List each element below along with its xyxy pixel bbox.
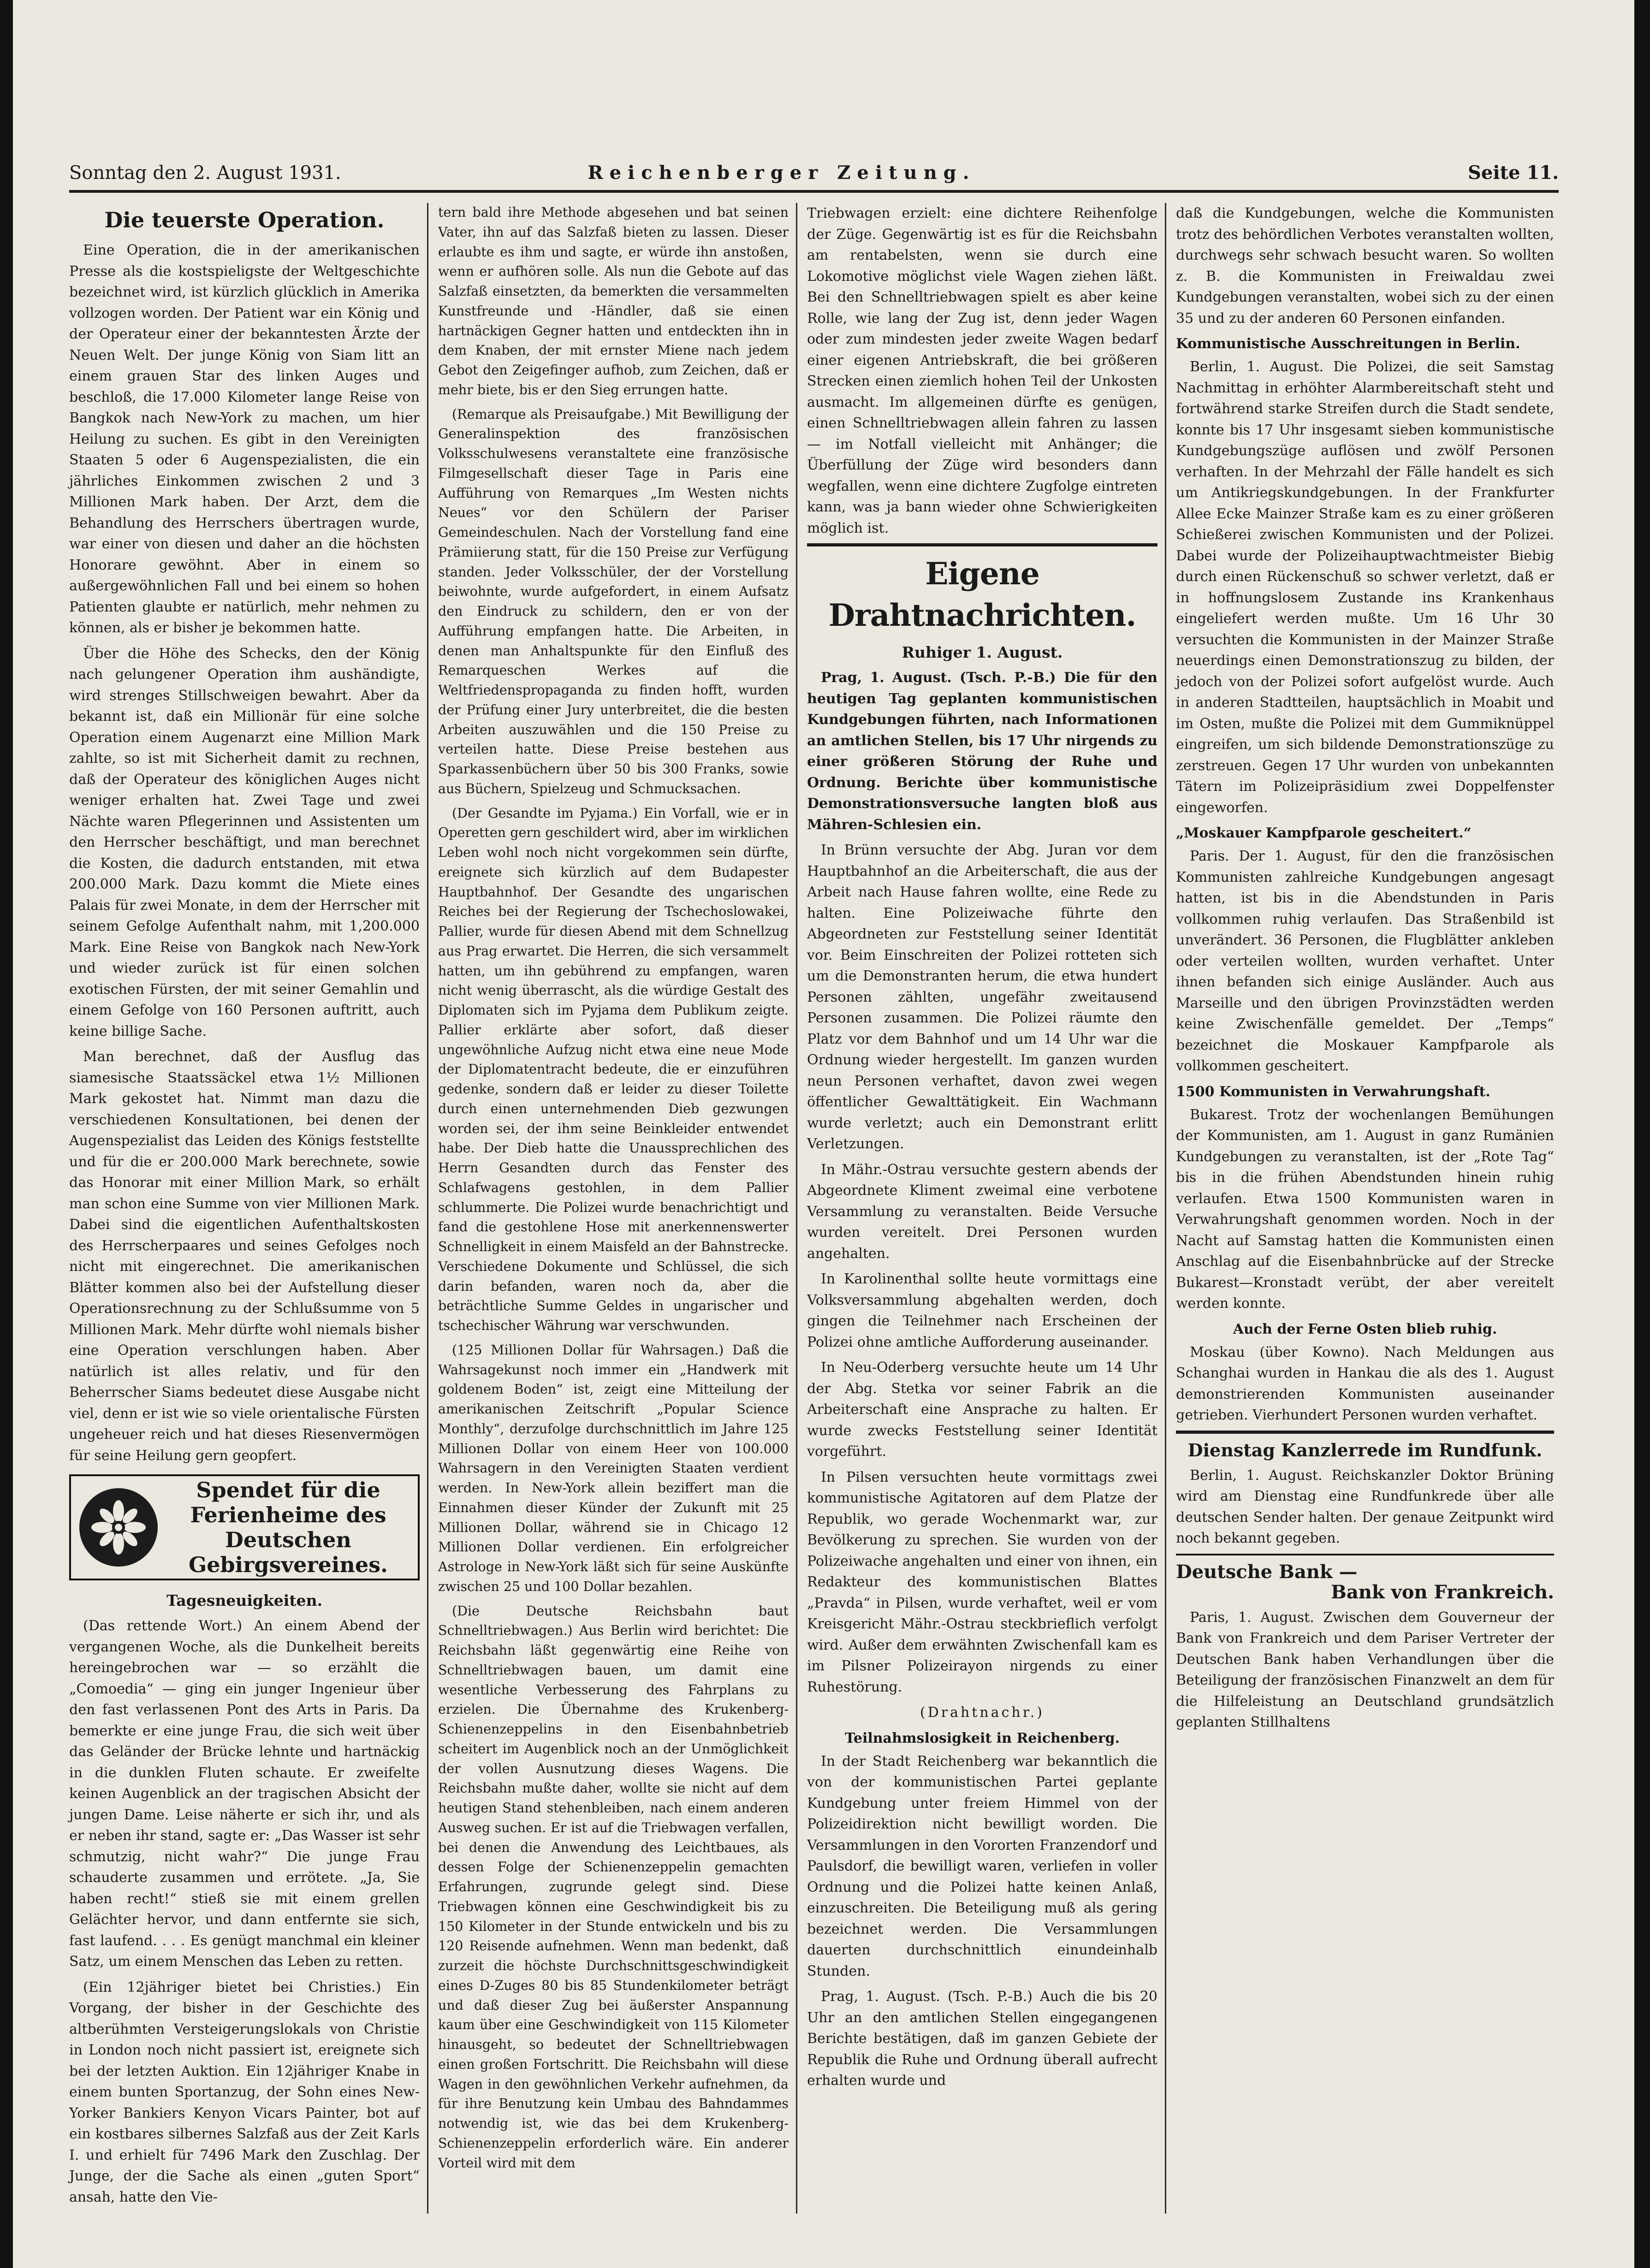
news-item: (125 Millionen Dollar für Wahrsagen.) Daß die Wahrsagekunst noch immer ein „Handwerk mit goldenem Boden“ ist, zeigt eine Mitteilung der amerikanischen Zeitschrift „Popular Science Monthly“, derzufolge durchschnittlich im Jahre 125 Millionen Dollar von einem Heer von 100.000 Wahrsagern in den Vereinigten Staaten verdient werden. In New-York allein beziffert man die Einnahmen dieser Künder der Zukunft mit 25 Millionen Dollar, während sie in Chicago 12 Millionen Dollar verdienen. Ein erfolgreicher Astrologe in New-York läßt sich für seine Auskünfte zwischen 25 und 100 Dollar bezahlen. [438,1342,789,1594]
article-kicker: Teilnahmslosigkeit in Reichenberg. [844,1730,1120,1746]
section-rule [1176,1431,1554,1434]
article-kicker: 1500 Kommunisten in Verwahrungshaft. [1176,1083,1490,1100]
section-rule [1176,1554,1554,1556]
column-2 [438,203,789,2178]
lead-paragraph: Prag, 1. August. (Tsch. P.-B.) Die für den heutigen Tag geplanten kommunistischen Kundgebungen führten, nach Informationen an amtlichen Stellen, bis 17 Uhr nirgends zu einer größeren Störung der Ruhe und Ordnung. Berichte über kommunistische Demonstrationsversuche langten bloß aus Mähren-Schlesien ein. [807,670,1157,833]
article-paragraph: tern bald ihre Methode abgesehen und bat seinen Vater, ihn auf das Salzfaß bieten zu lassen. Dieser erlaubte es ihm und sagte, er würde ihn anstoßen, wenn er aufhören solle. Als nun die Gebote auf das Salzfaß einsetzten, da bemerkten die versammelten Kunstfreunde und -Händler, daß sie einen hartnäckigen Gegner hatten und entdeckten ihn in dem Knaben, der mit ernster Miene nach jedem Gebot den Zeigefinger aufhob, zum Zeichen, daß er mehr biete, bis er den Sieg errungen hatte. [438,205,789,398]
news-item: (Die Deutsche Reichsbahn baut Schnelltriebwagen.) Aus Berlin wird berichtet: Die Reichsbahn läßt gegenwärtig eine Reihe von Schnelltriebwagen bauen, um damit eine wesentliche Verbesserung des Fahrplans zu erzielen. Die Übernahme des Krukenberg-Schienenzeppelins in den Eisenbahnbetrieb scheitert im Augenblick noch an der Unmöglichkeit der vollen Ausnutzung dieses Wagens. Die Reichsbahn mußte daher, wollte sie nicht auf dem heutigen Stand stehenbleiben, nach einem anderen Ausweg suchen. Er ist auf die Triebwagen verfallen, bei denen die Anwendung des Leichtbaues, als dessen Folge der Schienenzeppelin gemachten Erfahrungen, zugrunde gelegt sind. Diese Triebwagen können eine Geschwindigkeit bis zu 150 Kilometer in der Stunde entwickeln und bis zu 120 Reisende aufnehmen. Wenn man bedenkt, daß zurzeit die höchste Durchschnittsgeschwindigkeit eines D-Zuges 80 bis 85 Stundenkilometer beträgt und daß dieser Zug bei äußerster Anspannung kaum über eine Geschwindigkeit von 115 Kilometer hinausgeht, so bedeutet der Schnelltriebwagen einen großen Fortschritt. Die Reichsbahn will diese Wagen in den gewöhnlichen Verkehr aufnehmen, da für ihre Benutzung kein Umbau des Bahndammes notwendig ist, wie das bei dem Krukenberg-Schienenzeppelin erforderlich wäre. Ein anderer Vorteil wird mit dem [438,1603,789,2171]
wire-credit: (Drahtnachr.) [920,1704,1045,1721]
advertisement-text: Spendet für die Ferienheime des Deutschen Gebirgsvereines. [188,1478,388,1577]
article-paragraph: In Karolinenthal sollte heute vormittags eine Volksversammlung abgehalten werden, doch gingen die Teilnehmer nach Erscheinen der Polizei ohne amtliche Aufforderung auseinander. [807,1271,1157,1350]
article-paragraph: Über die Höhe des Schecks, den der König nach gelungener Operation ihm aushändigte, wird strenges Stillschweigen bewahrt. Aber da bekannt ist, daß ein Millionär für eine solche Operation einem Augenarzt eine Million Mark zahlte, so ist mit Sicherheit damit zu rechnen, daß der Operateur des königlichen Auges nicht weniger erhalten hat. Zwei Tage und zwei Nächte waren Pflegerinnen und Assistenten um den Herrscher beschäftigt, und man berechnet die Kosten, die dadurch entstanden, mit etwa 200.000 Mark. Dazu kommt die Miete eines Palais für zwei Monate, in dem der Herrscher mit seinem Gefolge Aufenthalt nahm, mit 1,200.000 Mark. Eine Reise von Bangkok nach New-York und wieder zurück ist für einen solchen exotischen Fürsten, der mit seiner Gemahlin und einem Gefolge von 160 Personen auftritt, auch keine billige Sache. [69,645,420,1039]
section-rule [807,543,1157,546]
article-title: Deutsche Bank — [1176,1561,1358,1583]
article-paragraph: Berlin, 1. August. Die Polizei, die seit Samstag Nachmittag in erhöhter Alarmbereitschaft steht und fortwährend starke Streifen durch die Stadt sendete, konnte bis 17 Uhr insgesamt sieben kommunistische Kundgebungszüge auflösen und zwölf Personen verhaften. In der Mehrzahl der Fälle handelt es sich um Antikriegskundgebungen. In der Frankfurter Allee Ecke Mainzer Straße kam es zu einer größeren Schießerei zwischen Kommunisten und der Polizei. Dabei wurde der Polizeihauptwachtmeister Biebig durch einen Rückenschuß so schwer verletzt, daß er in hoffnungslosem Zustande ins Krankenhaus eingeliefert werden mußte. Um 16 Uhr 30 versuchten die Kommunisten in der Mainzer Straße neuerdings einen Demonstrationszug zu bilden, der jedoch von der Polizei sofort aufgelöst wurde. Auch in anderen Stadtteilen, hauptsächlich in Moabit und im Osten, mußte die Polizei mit dem Gummiknüppel eingreifen, um sich bildende Demonstrationszüge zu zerstreuen. Gegen 17 Uhr wurden von unbekannten Tätern im Polizeipräsidium zwei Doppelfenster eingeworfen. [1176,359,1554,816]
article-title: Die teuerste Operation. [104,208,385,232]
article-paragraph: Paris. Der 1. August, für den die französischen Kommunisten zahlreiche Kundgebungen angesagt hatten, ist bis in die Abendstunden in Paris vollkommen ruhig verlaufen. Das Straßenbild ist unverändert. 36 Personen, die Flugblätter ankleben oder verteilen wollten, wurden verhaftet. Unter ihnen befanden sich einige Ausländer. Auch aus Marseille und den übrigen Provinzstädten werden keine Zwischenfälle gemeldet. Der „Temps“ bezeichnet die Moskauer Kampfparole als vollkommen gescheitert. [1176,848,1554,1074]
article-paragraph: In Mähr.-Ostrau versuchte gestern abends der Abgeordnete Kliment zweimal eine verbotene Versammlung zu veranstalten. Beide Versuche wurden vereitelt. Drei Personen wurden angehalten. [807,1161,1157,1262]
header-rule [69,190,1559,193]
scan-edge-right [1634,0,1650,2268]
column-divider [1165,203,1166,2214]
article-paragraph: In Brünn versuchte der Abg. Juran vor dem Hauptbahnhof an die Arbeiterschaft, die aus der Arbeit nach Hause fahren wollte, eine Rede zu halten. Eine Polizeiwache führte den Abgeordneten zur Feststellung seiner Identität vor. Beim Einschreiten der Polizei rotteten sich um die Demonstranten herum, die etwa hundert Personen zählten, ungefähr zweitausend Personen zusammen. Die Polizei räumte den Platz vor dem Bahnhof und um 14 Uhr war die Ordnung wieder hergestellt. Im ganzen wurden neun Personen verhaftet, davon zwei wegen öffentlicher Gewalttätigkeit. Ein Wachmann wurde verletzt; auch ein Demonstrant erlitt Verletzungen. [807,842,1157,1152]
advertisement-box [69,1474,420,1580]
article-title: Dienstag Kanzlerrede im Rundfunk. [1187,1439,1543,1461]
article-paragraph: Moskau (über Kowno). Nach Meldungen aus Schanghai wurden in Hankau die als des 1. August demonstrierenden Kommunisten auseinander getrieben. Vierhundert Personen wurden verhaftet. [1176,1344,1554,1423]
news-item: (Ein 12jähriger bietet bei Christies.) Ein Vorgang, der bisher in der Geschichte des altberühmten Versteigerungslokals von Christie in London noch nicht passiert ist, ereignete sich bei der letzten Auktion. Ein 12jähriger Knabe in einem bunten Sportanzug, der Sohn eines New-Yorker Bankiers Kenyon Vicars Painter, bot auf ein kostbares silbernes Salzfaß aus der Zeit Karls I. und erhielt für 7496 Mark den Zuschlag. Der Junge, der die Sache als einen „guten Sport“ ansah, hatte den Vie- [69,1979,420,2205]
scan-edge-left [0,0,13,2268]
masthead: Reichenberger Zeitung. [588,162,976,184]
news-item: (Remarque als Preisaufgabe.) Mit Bewilligung der Generalinspektion des französischen Volksschulwesens veranstaltete eine französische Filmgesellschaft dieser Tage in Paris eine Aufführung von Remarques „Im Westen nichts Neues“ vor den Schülern der Pariser Gemeindeschulen. Nach der Vorstellung fand eine Prämiierung statt, für die 150 Preise zur Verfügung standen. Jeder Volksschüler, der der Vorstellung beiwohnte, wurde aufgefordert, in einem Aufsatz den Eindruck zu schildern, den er von der Aufführung empfangen hatte. Die Arbeiten, in denen man Anhaltspunkte für den Einfluß des Remarqueschen Werkes auf die Weltfriedenspropaganda zu finden hofft, wurden der Prüfung einer Jury unterbreitet, die die besten Arbeiten auszuwählen und die 150 Preise zu verteilen hatte. Diese Preise bestehen aus Sparkassenbüchern über 50 bis 300 Franks, sowie aus Büchern, Spielzeug und Schmucksachen. [438,406,789,796]
issue-date: Sonntag den 2. August 1931. [69,162,341,184]
article-title: Bank von Frankreich. [1331,1581,1554,1603]
article-paragraph: Man berechnet, daß der Ausflug das siamesische Staatssäckel etwa 1½ Millionen Mark gekostet hat. Nimmt man dazu die verschiedenen Konsultationen, bei denen der Augenspezialist das Leiden des Königs feststellte und für die er 200.000 Mark berechnete, sowie das Honorar mit einer Million Mark, so erhält man schon eine Summe von vier Millionen Mark. Dabei sind die eigentlichen Aufenthaltskosten des Herrscherpaares und seines Gefolges noch nicht mit eingerechnet. Die amerikanischen Blätter kommen also bei der Aufstellung dieser Operationsrechnung zu der Schlußsumme von 5 Millionen Mark. Mehr dürfte wohl niemals bisher eine Operation verschlungen haben. Aber natürlich ist alles relativ, und für den Beherrscher Siams bedeutet diese Ausgabe nicht viel, denn er ist wie so viele orientalische Fürsten ungeheuer reich und hat dieses Riesenvermögen für seine Heilung gern geopfert. [69,1049,420,1464]
column-1 [69,203,420,2212]
page-number: Seite 11. [1468,162,1559,184]
article-paragraph: Bukarest. Trotz der wochenlangen Bemühungen der Kommunisten, am 1. August in ganz Rumänien Kundgebungen zu veranstalten, ist der „Rote Tag“ bis in die frühen Abendstunden hinein ruhig verlaufen. Etwa 1500 Kommunisten waren in Verwahrungshaft genommen worden. Noch in der Nacht auf Samstag hatten die Kommunisten einen Anschlag auf die Eisenbahnbrücke auf der Strecke Bukarest—Kronstadt verübt, der aber vereitelt werden konnte. [1176,1106,1554,1312]
article-title: Ruhiger 1. August. [902,643,1063,661]
edelweiss-emblem-icon [79,1488,158,1567]
article-paragraph: Paris, 1. August. Zwischen dem Gouverneur der Bank von Frankreich und dem Pariser Vertreter der Deutschen Bank haben Verhandlungen über die Beteiligung der französischen Finanzwelt an dem für die Hilfeleistung an Deutschland grundsätzlich geplanten Stillhaltens [1176,1609,1554,1730]
wire-news-heading: Eigene Drahtnachrichten. [828,556,1136,633]
article-paragraph: Prag, 1. August. (Tsch. P.-B.) Auch die bis 20 Uhr an den amtlichen Stellen eingegangenen Berichte bestätigen, daß im ganzen Gebiete der Republik die Ruhe und Ordnung überall aufrecht erhalten wurde und [807,1989,1157,2089]
column-divider [427,203,428,2214]
column-4 [1176,203,1554,1738]
article-paragraph: Berlin, 1. August. Reichskanzler Doktor Brüning wird am Dienstag eine Rundfunkrede über alle deutschen Sender halten. Der genaue Zeitpunkt wird noch bekannt gegeben. [1176,1467,1554,1546]
section-title: Tagesneuigkeiten. [166,1591,323,1609]
article-paragraph: daß die Kundgebungen, welche die Kommunisten trotz des behördlichen Verbotes veranstalten wollten, durchwegs sehr schwach besucht waren. So wollten z. B. die Kommunisten in Freiwaldau zwei Kundgebungen veranstalten, wobei sich zu der einen 35 und zu der anderen 60 Personen einfanden. [1176,205,1554,327]
article-kicker: „Moskauer Kampfparole gescheitert.“ [1176,825,1472,841]
article-paragraph: In Pilsen versuchten heute vormittags zwei kommunistische Agitatoren auf dem Platze der Republik, wo gerade Wochenmarkt war, zur Bevölkerung zu sprechen. Sie wurden von der Polizeiwache angehalten und einer von ihnen, ein Redakteur des kommunistischen Blattes „Pravda“ in Pilsen, wurde verhaftet, weil er vom Kreisgericht Mähr.-Ostrau steckbrieflich verfolgt wird. Außer dem erwähnten Zwischenfall kam es im Pilsner Polizeirayon nirgends zu einer Ruhestörung. [807,1469,1157,1695]
article-paragraph: In der Stadt Reichenberg war bekanntlich die von der kommunistischen Partei geplante Kundgebung unter freiem Himmel von der Polizeidirektion nicht bewilligt worden. Die Versammlungen in den Vororten Franzendorf und Paulsdorf, die bewilligt waren, verliefen in voller Ordnung und die Polizei hatte keinen Anlaß, einzuschreiten. Die Beteiligung muß als gering bezeichnet werden. Die Versammlungen dauerten durchschnittlich einundeinhalb Stunden. [807,1753,1157,1979]
column-divider [796,203,797,2214]
article-paragraph: In Neu-Oderberg versuchte heute um 14 Uhr der Abg. Stetka vor seiner Fabrik an die Arbeiterschaft eine Ansprache zu halten. Er wurde zwecks Feststellung seiner Identität vorgeführt. [807,1360,1157,1460]
article-kicker: Auch der Ferne Osten blieb ruhig. [1233,1321,1497,1337]
page-header [69,157,1559,189]
column-3 [807,203,1157,2096]
article-paragraph: Eine Operation, die in der amerikanischen Presse als die kostspieligste der Weltgeschichte bezeichnet wird, ist kürzlich glücklich in Amerika vollzogen worden. Der Patient war ein König und der Operateur einer der bekanntesten Ärzte der Neuen Welt. Der junge König von Siam litt an einem grauen Star des linken Auges und beschloß, die 17.000 Kilometer lange Reise von Bangkok nach New-York zu machen, um hier Heilung zu suchen. Es gibt in den Vereinigten Staaten 5 oder 6 Augenspezialisten, die ein jährliches Einkommen zwischen 2 und 3 Millionen Mark haben. Der Arzt, dem die Behandlung des Herrschers übertragen wurde, war einer von diesen und daher an die höchsten Honorare gewöhnt. Aber in einem so außergewöhnlichen Fall und bei einem so hohen Patienten glaubte er natürlich, mehr nehmen zu können, als er bisher je bekommen hatte. [69,242,420,636]
news-item: (Das rettende Wort.) An einem Abend der vergangenen Woche, als die Dunkelheit bereits hereingebrochen war — so erzählt die „Comoedia“ — ging ein junger Ingenieur über den fast verlassenen Pont des Arts in Paris. Da bemerkte er eine junge Frau, die sich weit über das Geländer der Brücke lehnte und hartnäckig in die dunklen Fluten schaute. Er zweifelte keinen Augenblick an der tragischen Absicht der jungen Dame. Leise näherte er sich ihr, und als er neben ihr stand, sagte er: „Das Wasser ist sehr schmutzig, nicht wahr?“ Die junge Frau schauderte zusammen und errötete. „Ja, Sie haben recht!“ stieß sie mit einem grellen Gelächter hervor, und dann entfernte sie sich, fast laufend. . . . Es genügt manchmal ein kleiner Satz, um einem Menschen das Leben zu retten. [69,1618,420,1970]
article-kicker: Kommunistische Ausschreitungen in Berlin. [1176,336,1520,352]
news-item: (Der Gesandte im Pyjama.) Ein Vorfall, wie er in Operetten gern geschildert wird, aber im wirklichen Leben wohl noch nicht vorgekommen sein dürfte, ereignete sich kürzlich auf dem Budapester Hauptbahnhof. Der Gesandte des ungarischen Reiches bei der Regierung der Tschechoslowakei, Pallier, wurde für diesen Abend mit dem Schnellzug aus Prag erwartet. Die Herren, die sich versammelt hatten, um ihn gebührend zu empfangen, waren nicht wenig überrascht, als die würdige Gestalt des Diplomaten sich im Pyjama dem Publikum zeigte. Pallier erklärte aber sofort, daß dieser ungewöhnliche Aufzug nicht etwa eine neue Mode der Diplomatentracht bedeute, die er einzuführen gedenke, sondern daß er leider zu dieser Toilette durch einen unternehmenden Dieb gezwungen worden sei, der ihm seine Beinkleider entwendet habe. Der Dieb hatte die Unaussprechlichen des Herrn Gesandten durch das Fenster des Schlafwagens gestohlen, in dem Pallier schlummerte. Die Polizei wurde benachrichtigt und fand die gestohlene Hose mit anerkennenswerter Schnelligkeit in einem Maisfeld an der Bahnstrecke. Verschiedene Dokumente und Schlüssel, die sich darin befanden, waren noch da, aber die beträchtliche Summe Geldes in ungarischer und tschechischer Währung war verschwunden. [438,805,789,1333]
article-paragraph: Triebwagen erzielt: eine dichtere Reihenfolge der Züge. Gegenwärtig ist es für die Reichsbahn am rentabelsten, wenn sie durch eine Lokomotive möglichst viele Wagen ziehen läßt. Bei den Schnelltriebwagen spielt es aber keine Rolle, wie lang der Zug ist, denn jeder Wagen oder zum mindesten jeder zweite Wagen bedarf einer eigenen Antriebskraft, die bei größeren Strecken einen ziemlich hohen Teil der Unkosten ausmacht. Im allgemeinen dürfte es genügen, einen Schnelltriebwagen allein fahren zu lassen — im Notfall vielleicht mit Anhänger; die Überfüllung der Züge wird besonders dann wegfallen, wenn eine dichtere Zugfolge eintreten kann, was ja bann wieder ohne Schwierigkeiten möglich ist. [807,205,1157,536]
